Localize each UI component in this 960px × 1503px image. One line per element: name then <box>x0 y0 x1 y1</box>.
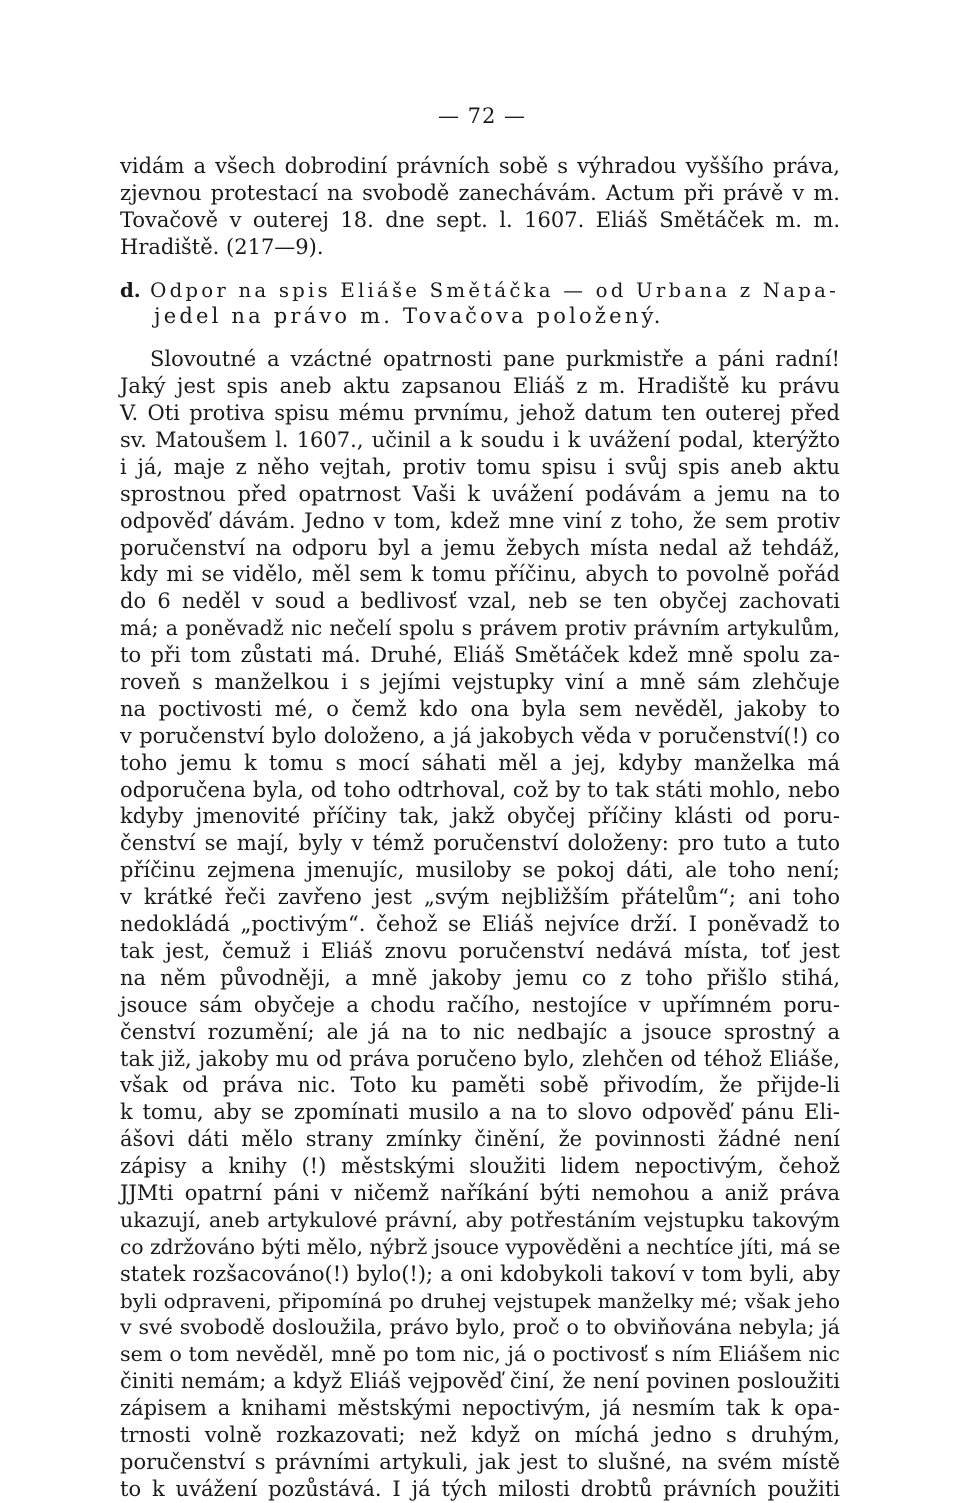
text-line: poručenství s právními artykuli, jak jest to slušné, na svém místě <box>120 1449 840 1474</box>
text-line: V. Oti protiva spisu mému prvnímu, jehož datum ten outerej před <box>120 401 840 426</box>
page-number: — 72 — <box>437 104 527 128</box>
text-line: má; a poněvadž nic nečelí spolu s právem protiv právním artykulům, <box>120 616 840 641</box>
section-marker: d. <box>120 277 141 302</box>
section-heading-text: Odpor na spis Eliáše Smětáčka — od Urbana z Napa- <box>150 278 839 302</box>
text-line: sv. Matoušem l. 1607., učinil a k soudu i k uvážení podal, kterýžto <box>120 428 840 453</box>
text-line: k tomu, aby se zpomínati musilo a na to slovo odpověď pánu Eli- <box>120 1100 840 1125</box>
text-line: trnosti volně rozkazovati; než když on míchá jedno s druhým, <box>120 1422 840 1447</box>
text-line: i já, maje z něho vejtah, protiv tomu spisu i svůj spis aneb aktu <box>120 454 840 479</box>
text-line: odporučena byla, od toho odtrhoval, což by to tak státi mohlo, nebo <box>120 777 840 802</box>
text-line: zjevnou protestací na svobodě zanechávám. Actum při právě v m. <box>120 180 840 205</box>
text-line: sem o tom nevěděl, mně po tom nic, já o poctivosť s ním Eliášem nic <box>120 1342 840 1367</box>
text-line: to při tom zůstati má. Druhé, Eliáš Smětáček kdež mně spolu za- <box>120 643 840 668</box>
section-heading-continuation: jedel na právo m. Tovačova položený. <box>154 304 664 329</box>
text-line: čenství se mají, byly v témž poručenství doloženy: pro tuto a tuto <box>120 831 840 856</box>
text-line: to k uvážení pozůstává. I já tých milosti drobtů právních použiti <box>120 1476 840 1501</box>
text-line: statek rozšacováno(!) bylo(!); a oni kdobykoli takoví v tom byli, aby <box>120 1261 840 1286</box>
text-line: poručenství na odporu byl a jemu žebych místa nedal až tehdáž, <box>120 535 840 560</box>
section-heading <box>120 277 840 304</box>
text-line: činiti nemám; a když Eliáš vejpověď činí, že není povinen posloužiti <box>120 1369 840 1394</box>
text-line: vidám a všech dobrodiní právních sobě s výhradou vyššího práva, <box>120 154 840 178</box>
text-line: v krátké řeči zavřeno jest „svým nejbližším přátelům“; ani toho <box>120 885 840 910</box>
text-line: příčinu zejmena jmenujíc, musiloby se pokoj dáti, ale toho není; <box>120 858 840 883</box>
text-line: nedokládá „poctivým“. čehož se Eliáš nejvíce drží. I poněvadž to <box>120 912 840 937</box>
text-line: kdyby jmenovité příčiny tak, jakž obyčej příčiny klásti od poru- <box>120 804 840 829</box>
text-line: Hradiště. (217—9). <box>120 234 324 259</box>
text-line: roveň s manželkou i s jejími vejstupky viní a mně sám zlehčuje <box>120 670 840 695</box>
text-line: kdy mi se vidělo, měl sem k tomu příčinu, abych to povolně pořád <box>120 562 840 587</box>
text-line: tak jest, čemuž i Eliáš znovu poručenství nedává místa, toť jest <box>120 938 840 963</box>
salutation-line: Slovoutné a vzáctné opatrnosti pane purkmistře a páni radní! <box>150 347 840 372</box>
text-line: tak již, jakoby mu od práva poručeno bylo, zlehčen od téhož Eliáše, <box>120 1046 840 1071</box>
text-line: zápisy a knihy (!) městskými sloužiti lidem nepoctivým, čehož <box>120 1154 840 1179</box>
text-line: na poctivosti mé, o čemž kdo ona byla sem nevěděl, jakoby to <box>120 696 840 721</box>
text-line: čenství rozumění; ale já na to nic nedbajíc a jsouce sprostný a <box>120 1019 840 1044</box>
text-line: jsouce sám obyčeje a chodu račího, nestojíce v upřímném poru- <box>120 992 840 1017</box>
text-line: co zdržováno býti mělo, nýbrž jsouce vypověděni a nechtíce jíti, má se <box>120 1234 841 1259</box>
text-line: Tovačově v outerej 18. dne sept. l. 1607. Eliáš Smětáček m. m. <box>120 207 840 232</box>
text-line: zápisem a knihami městskými nepoctivým, já nesmím tak k opa- <box>120 1396 840 1421</box>
text-line: ukazují, aneb artykulové právní, aby potřestáním vejstupku takovým <box>120 1207 840 1232</box>
text-line: toho jemu k tomu s mocí sáhati měl a jej, kdyby manželka má <box>120 750 840 775</box>
text-line: sprostnou před opatrnost Vaši k uvážení podávám a jemu na to <box>120 481 840 506</box>
text-line: byli odpraveni, připomíná po druhej vejstupek manželky mé; však jeho <box>120 1288 840 1313</box>
text-line: JJMti opatrní páni v ničemž naříkání býti nemohou a aniž práva <box>120 1180 840 1205</box>
text-line: však od práva nic. Toto ku paměti sobě přivodím, že přijde-li <box>120 1073 840 1098</box>
text-line: ášovi dáti mělo strany zmínky činění, že povinnosti žádné není <box>120 1127 840 1152</box>
text-line: na něm původněji, a mně jakoby jemu co z toho přišlo stihá, <box>120 965 840 990</box>
text-line: do 6 neděl v soud a bedlivosť vzal, neb se ten obyčej zachovati <box>120 589 840 614</box>
text-line: v své svobodě dosloužila, právo bylo, proč o to obviňována nebyla; já <box>120 1315 840 1340</box>
text-line: odpověď dávám. Jedno v tom, kdež mne viní z toho, že sem protiv <box>120 508 840 533</box>
text-line: Jaký jest spis aneb aktu zapsanou Eliáš z m. Hradiště ku právu <box>120 374 840 399</box>
text-line: v poručenství bylo doloženo, a já jakobych věda v poručenství(!) co <box>120 723 840 748</box>
text-body <box>120 153 840 1503</box>
